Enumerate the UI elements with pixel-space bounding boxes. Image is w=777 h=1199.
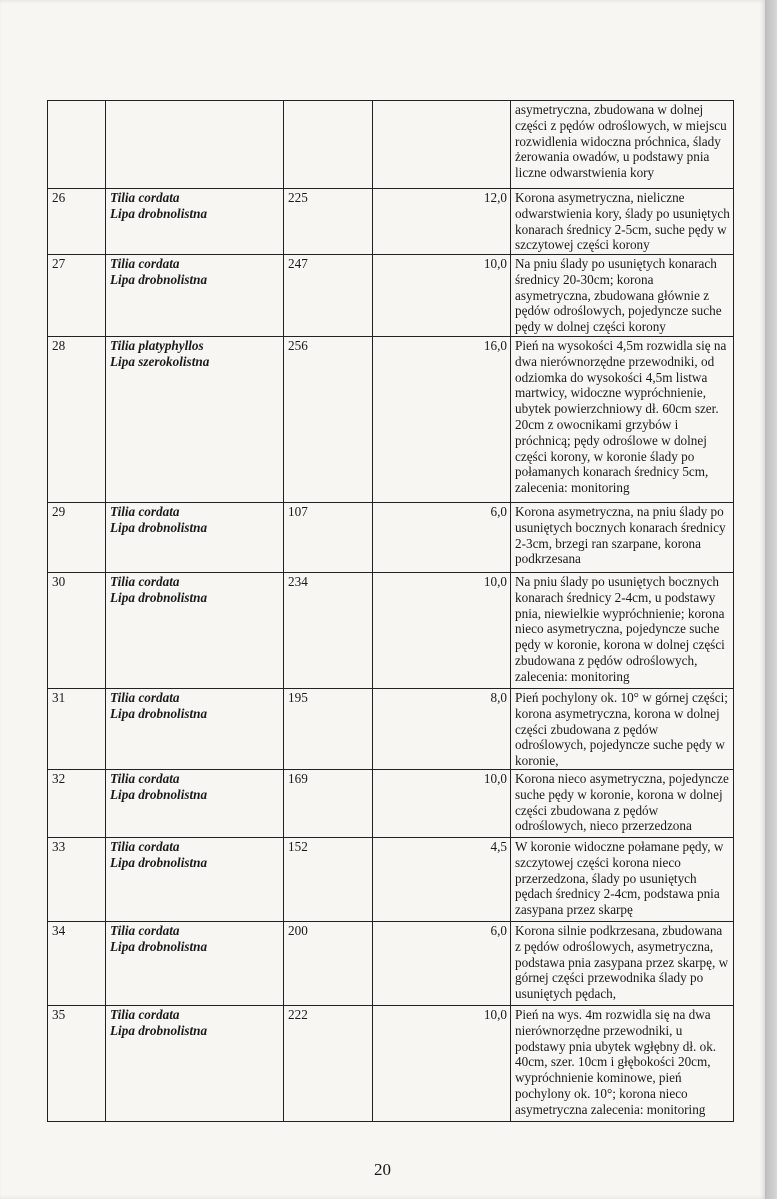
tree-number: 32 xyxy=(52,770,66,786)
description-text: asymetryczna, zbudowana w dolnej części z pędów odroślowych, w miejscu rozwidlenia widoczna próchnica, ślady żerowania owadów, u podstawy pnia liczne odwarstwienia kory xyxy=(515,102,727,181)
circumference-cell xyxy=(284,337,373,503)
species-latin: Tilia cordata xyxy=(110,256,180,271)
table-row xyxy=(48,689,734,770)
species-cell xyxy=(106,769,284,837)
tree-number-cell xyxy=(48,255,106,337)
description-text: Korona nieco asymetryczna, pojedyncze suche pędy w koronie, korona w dolnej części zbudowana z pędów odroślowych, nieco przerzedzona xyxy=(515,770,729,834)
species-polish: Lipa drobnolistna xyxy=(110,205,208,221)
species-cell xyxy=(106,255,284,337)
circumference-cell xyxy=(284,837,373,921)
species-polish: Lipa drobnolistna xyxy=(110,705,208,721)
tree-number-cell xyxy=(48,337,106,503)
table-row xyxy=(48,503,734,573)
species-cell xyxy=(106,503,284,573)
height-cell xyxy=(373,573,511,689)
height-value: 12,0 xyxy=(483,190,507,205)
height-value: 10,0 xyxy=(483,770,507,786)
table-row xyxy=(48,189,734,255)
tree-number-cell xyxy=(48,573,106,689)
circumference-cell xyxy=(284,101,373,189)
species-latin: Tilia cordata xyxy=(110,690,180,705)
tree-number-cell xyxy=(48,1005,106,1121)
table-row xyxy=(48,837,734,921)
table-row xyxy=(48,1005,734,1121)
species-cell xyxy=(106,1005,284,1121)
height-cell xyxy=(373,769,511,837)
tree-number: 28 xyxy=(52,338,66,353)
species-polish: Lipa drobnolistna xyxy=(110,271,208,287)
species-latin: Tilia cordata xyxy=(110,1006,180,1022)
description-text: Pień pochylony ok. 10° w górnej części; korona asymetryczna, korona w dolnej części zbudowana z pędów odroślowych, pojedyncze suche pędy w koronie, xyxy=(515,690,728,769)
species-cell xyxy=(106,689,284,770)
description-text: Korona asymetryczna, nieliczne odwarstwienia kory, ślady po usuniętych konarach średnicy 2-5cm, suche pędy w szczytowej części korony xyxy=(515,190,730,253)
table-row xyxy=(48,255,734,337)
table-row xyxy=(48,101,734,189)
tree-number: 34 xyxy=(52,922,66,938)
height-cell xyxy=(373,101,511,189)
circumference-value: 256 xyxy=(288,338,308,353)
table-body xyxy=(48,101,734,1122)
circumference-cell xyxy=(284,689,373,770)
tree-number-cell xyxy=(48,921,106,1005)
table-row xyxy=(48,921,734,1005)
description-text: Pień na wys. 4m rozwidla się na dwa nierównorzędne przewodniki, u podstawy pnia ubytek wgłębny dł. ok. 40cm, szer. 10cm i głębokości 20cm, wypróchnienie kominowe, pień pochylony ok. 10°; korona nieco asymetryczna zalecenia: monitoring xyxy=(515,1006,717,1117)
species-latin: Tilia cordata xyxy=(110,504,180,519)
circumference-cell xyxy=(284,1005,373,1121)
height-cell xyxy=(373,689,511,770)
table-row xyxy=(48,337,734,503)
tree-number-cell xyxy=(48,189,106,255)
tree-number-cell xyxy=(48,101,106,189)
tree-number: 30 xyxy=(52,574,66,589)
table-row xyxy=(48,573,734,689)
description-text: Na pniu ślady po usuniętych bocznych konarach średnicy 2-4cm, u podstawy pnia, niewielkie wypróchnienie; korona nieco asymetryczna, pojedyncze suche pędy w koronie, korona w dolnej części zbudowana z pędów odroślowych, zalecenia: monitoring xyxy=(515,574,725,684)
circumference-cell xyxy=(284,921,373,1005)
species-latin: Tilia cordata xyxy=(110,922,180,938)
circumference-value: 152 xyxy=(288,838,308,854)
tree-number: 33 xyxy=(52,838,66,854)
description-text: Korona asymetryczna, na pniu ślady po usuniętych bocznych konarach średnicy 2-3cm, brzegi ran szarpane, korona podkrzesana xyxy=(515,504,726,567)
height-value: 4,5 xyxy=(490,838,507,854)
description-cell xyxy=(511,255,734,337)
tree-number: 29 xyxy=(52,504,66,519)
height-cell xyxy=(373,921,511,1005)
tree-number-cell xyxy=(48,689,106,770)
species-polish: Lipa drobnolistna xyxy=(110,854,208,870)
circumference-value: 234 xyxy=(288,574,308,589)
circumference-value: 107 xyxy=(288,504,308,519)
height-value: 10,0 xyxy=(483,1006,507,1022)
description-text: W koronie widoczne połamane pędy, w szczytowej części korona nieco przerzedzona, ślady po usuniętych pędach średnicy 2-4cm, podstawa pnia zasypana przez skarpę xyxy=(515,838,724,918)
tree-number: 26 xyxy=(52,190,66,205)
height-value: 6,0 xyxy=(490,504,507,519)
page-edge xyxy=(765,0,777,1199)
height-cell xyxy=(373,189,511,255)
description-cell xyxy=(511,573,734,689)
description-text: Pień na wysokości 4,5m rozwidla się na dwa nierównorzędne przewodniki, od odziomka do wysokości 4,5m listwa martwicy, widoczne wypróchnienie, ubytek powierzchniowy dł. 60cm szer. 20cm z owocnikami grzybów i próchnicą; pędy odroślowe w dolnej części korony, w koronie ślady po połamanych konarach średnicy 5cm, zalecenia: monitoring xyxy=(515,338,727,496)
description-cell xyxy=(511,921,734,1005)
description-cell xyxy=(511,101,734,189)
height-value: 10,0 xyxy=(483,574,507,589)
species-polish: Lipa drobnolistna xyxy=(110,786,208,802)
species-cell xyxy=(106,921,284,1005)
height-cell xyxy=(373,255,511,337)
description-cell xyxy=(511,837,734,921)
description-cell xyxy=(511,689,734,770)
height-value: 8,0 xyxy=(490,690,507,705)
species-cell xyxy=(106,837,284,921)
species-polish: Lipa drobnolistna xyxy=(110,519,208,535)
page-number: 20 xyxy=(374,1160,391,1179)
species-cell xyxy=(106,573,284,689)
description-cell xyxy=(511,769,734,837)
description-cell xyxy=(511,503,734,573)
circumference-value: 200 xyxy=(288,922,308,938)
species-latin: Tilia cordata xyxy=(110,838,180,854)
tree-number-cell xyxy=(48,769,106,837)
species-cell xyxy=(106,101,284,189)
height-cell xyxy=(373,337,511,503)
circumference-cell xyxy=(284,189,373,255)
description-cell xyxy=(511,1005,734,1121)
height-value: 16,0 xyxy=(483,338,507,353)
tree-number: 31 xyxy=(52,690,66,705)
tree-number-cell xyxy=(48,503,106,573)
height-value: 6,0 xyxy=(490,922,507,938)
species-latin: Tilia cordata xyxy=(110,190,180,205)
height-cell xyxy=(373,837,511,921)
description-text: Na pniu ślady po usuniętych konarach średnicy 20-30cm; korona asymetryczna, zbudowana głównie z pędów odroślowych, pojedyncze suche pędy w dolnej części korony xyxy=(515,256,722,335)
tree-inventory-table xyxy=(47,100,734,1122)
circumference-cell xyxy=(284,769,373,837)
circumference-value: 195 xyxy=(288,690,308,705)
tree-number-cell xyxy=(48,837,106,921)
species-polish: Lipa drobnolistna xyxy=(110,938,208,954)
circumference-value: 225 xyxy=(288,190,308,205)
height-value: 10,0 xyxy=(483,256,507,271)
species-polish: Lipa drobnolistna xyxy=(110,1022,208,1038)
species-latin: Tilia cordata xyxy=(110,770,180,786)
tree-number: 27 xyxy=(52,256,66,271)
species-polish: Lipa drobnolistna xyxy=(110,589,208,605)
height-cell xyxy=(373,503,511,573)
description-cell xyxy=(511,337,734,503)
circumference-cell xyxy=(284,573,373,689)
circumference-value: 169 xyxy=(288,770,308,786)
description-text: Korona silnie podkrzesana, zbudowana z pędów odroślowych, asymetryczna, podstawa pnia zasypana przez skarpę, w górnej części przewodnika ślady po usuniętych pędach, xyxy=(515,922,729,1002)
description-cell xyxy=(511,189,734,255)
species-latin: Tilia cordata xyxy=(110,574,180,589)
table-row xyxy=(48,769,734,837)
height-cell xyxy=(373,1005,511,1121)
circumference-value: 222 xyxy=(288,1006,308,1022)
circumference-cell xyxy=(284,255,373,337)
species-cell xyxy=(106,189,284,255)
circumference-value: 247 xyxy=(288,256,308,271)
tree-number: 35 xyxy=(52,1006,66,1022)
species-cell xyxy=(106,337,284,503)
species-polish: Lipa szerokolistna xyxy=(110,353,210,369)
circumference-cell xyxy=(284,503,373,573)
species-latin: Tilia platyphyllos xyxy=(110,338,204,353)
